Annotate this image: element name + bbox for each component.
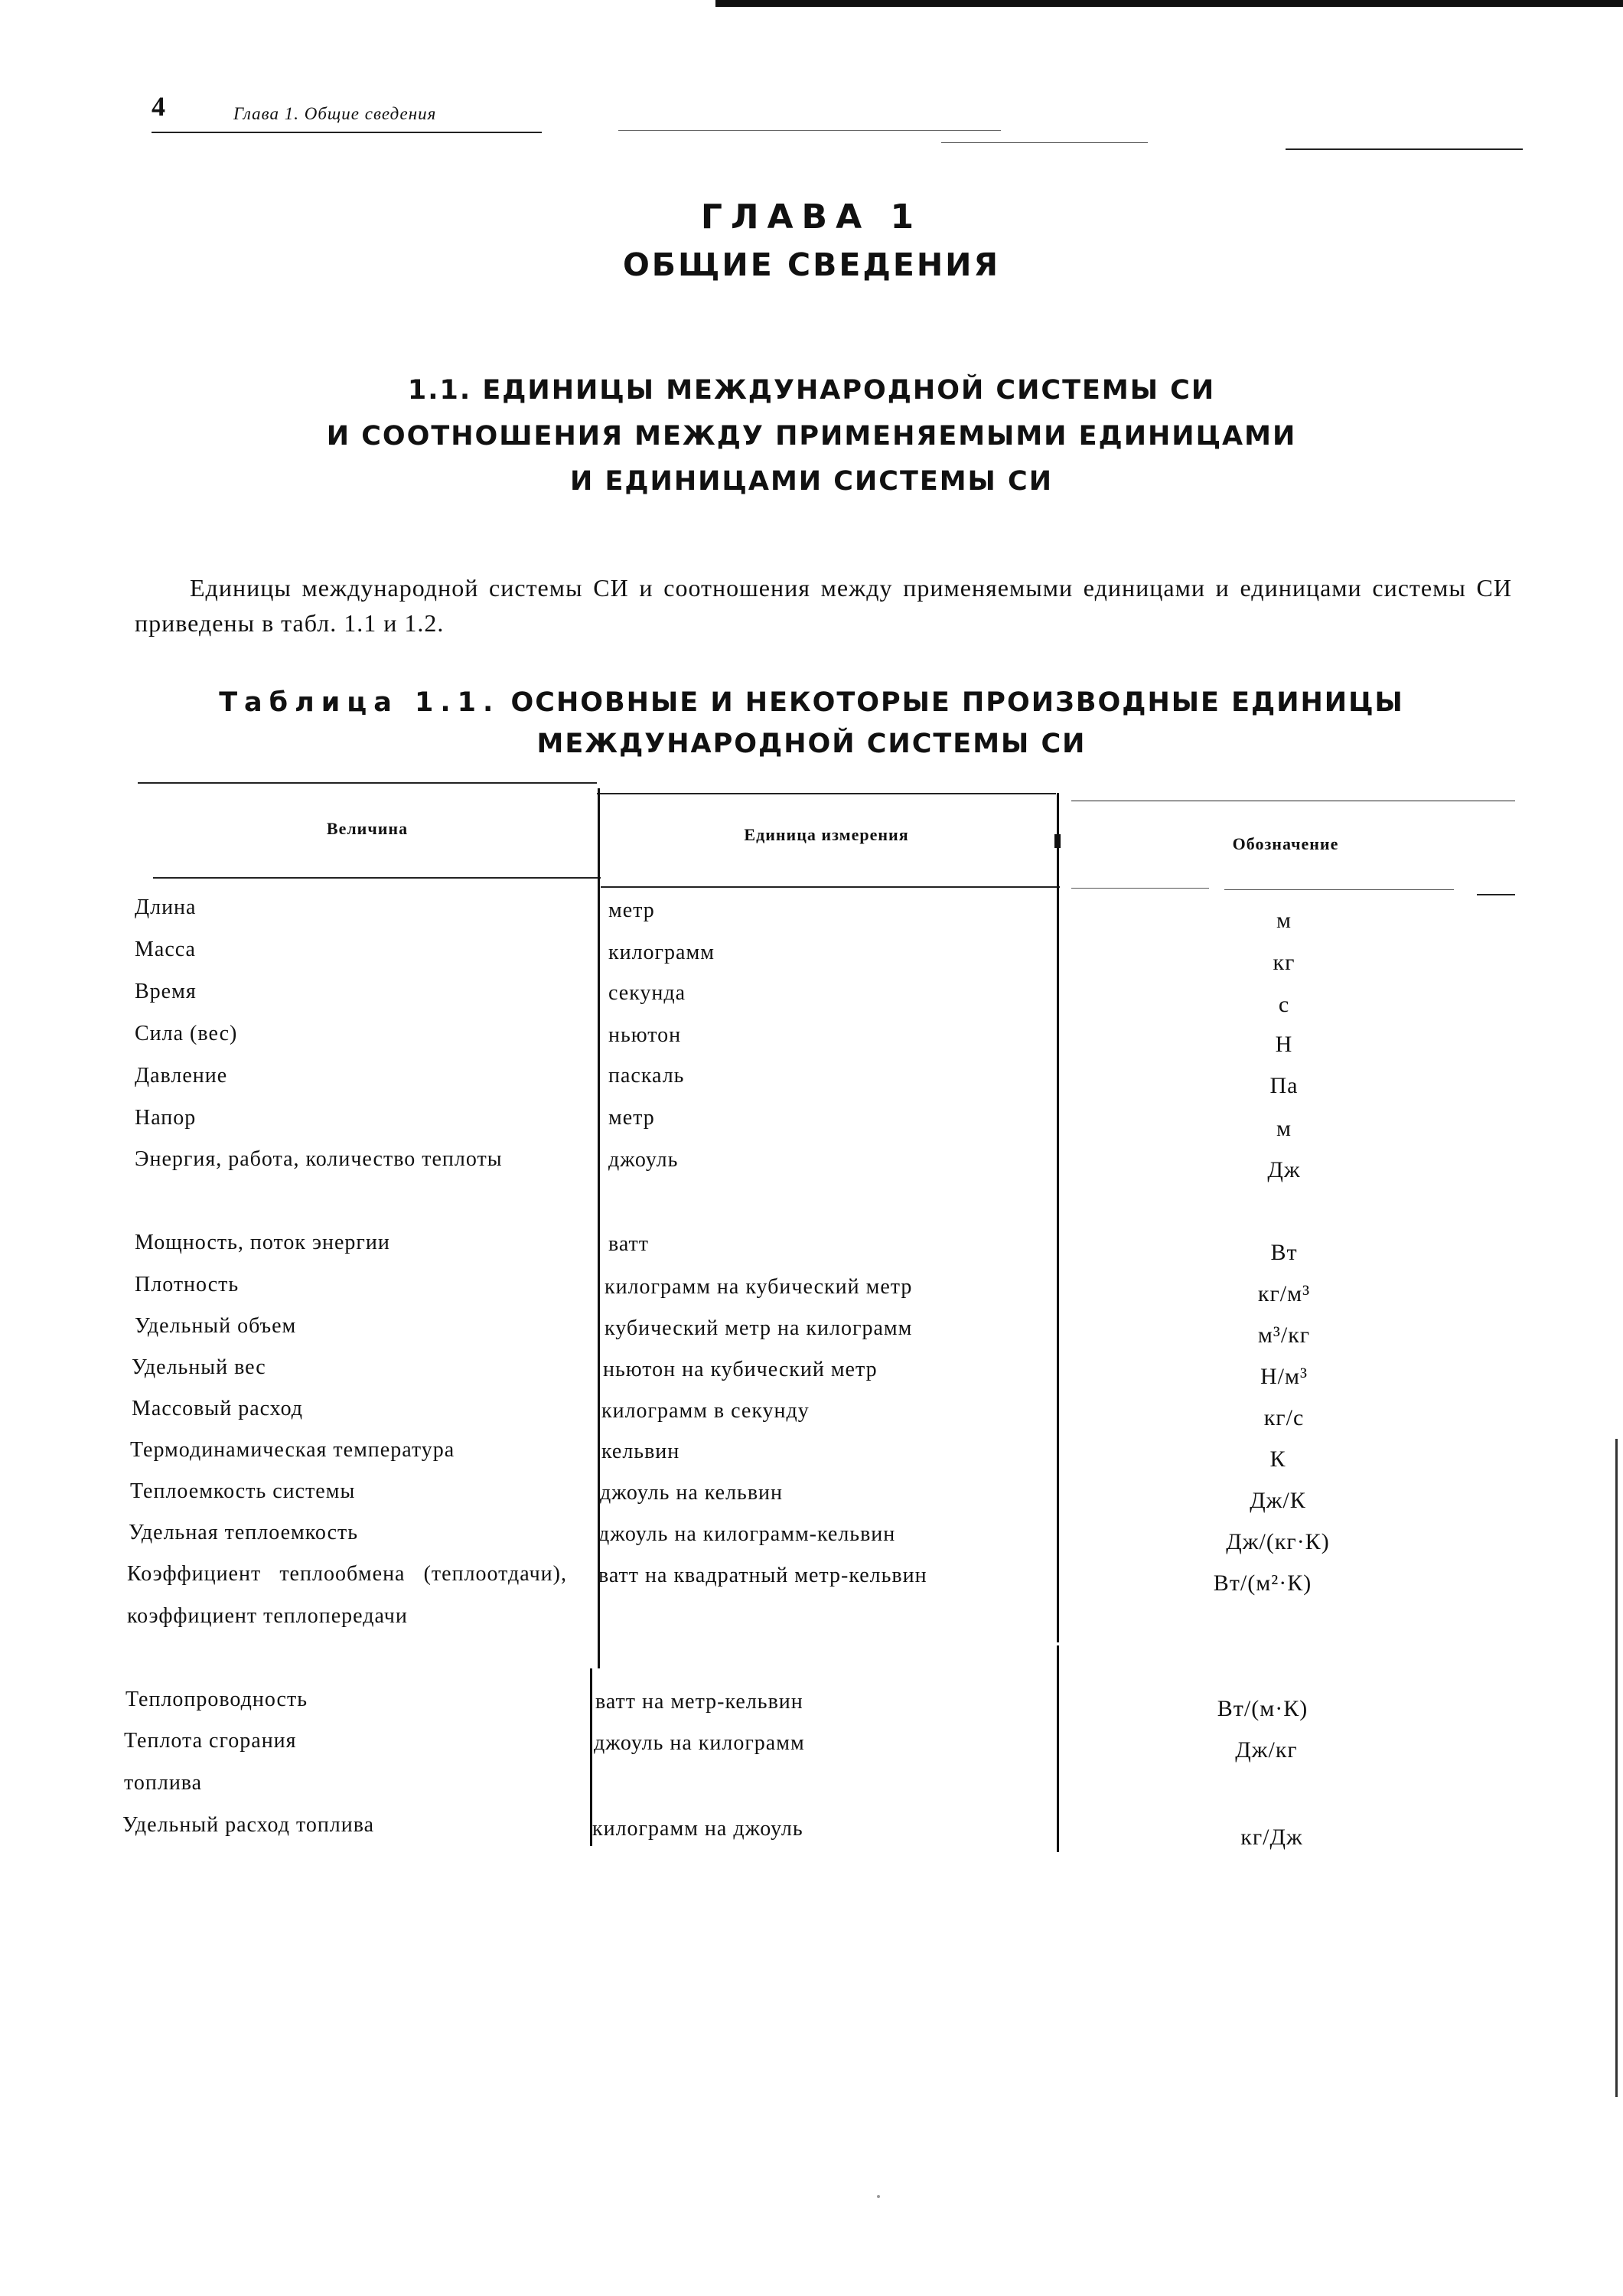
cell-quantity: Удельный расход топлива [122,1813,375,1837]
running-head-rule-right [1286,148,1523,150]
cell-quantity: Плотность [135,1273,240,1296]
cell-unit: килограмм на джоуль [592,1817,803,1841]
cell-symbol: м [1276,1116,1292,1141]
cell-symbol: Вт/(м·К) [1217,1696,1309,1721]
section-heading-line-1: 1.1. ЕДИНИЦЫ МЕЖДУНАРОДНОЙ СИСТЕМЫ СИ [407,375,1216,406]
cell-symbol: Вт [1270,1240,1298,1265]
cell-unit: килограмм в секунду [601,1399,810,1423]
cell-quantity: Энергия, работа, количество теплоты [135,1147,503,1171]
cell-symbol: Дж/кг [1235,1737,1298,1763]
cell-unit: кубический метр на килограмм [605,1316,913,1340]
cell-symbol: Н [1275,1032,1293,1057]
cell-quantity: Теплопроводность [125,1688,308,1711]
section-heading-line-2: И СООТНОШЕНИЯ МЕЖДУ ПРИМЕНЯЕМЫМИ ЕДИНИЦАМИ [326,421,1297,452]
cell-symbol: Вт/(м²·К) [1213,1570,1312,1596]
column-header-unit: Единица измерения [744,825,909,844]
table-header-rule [1477,894,1515,895]
cell-unit: джоуль на килограмм-кельвин [598,1522,896,1546]
table-caption-line-1 [0,687,1623,718]
cell-symbol: кг [1273,950,1295,975]
cell-unit: паскаль [608,1064,685,1088]
cell-quantity: Давление [135,1064,228,1088]
chapter-title: ОБЩИЕ СВЕДЕНИЯ [622,246,1001,283]
table-header-rule [1224,889,1454,890]
cell-quantity: Коэффициент теплообмена (теплоотдачи), коэффициент теплопередачи [127,1562,567,1628]
table-header-rule [1071,888,1209,889]
cell-quantity: Длина [135,895,197,919]
cell-quantity: Напор [135,1106,197,1130]
intro-paragraph: Единицы международной системы СИ и соотношения между применяемыми единицами и единицами системы СИ приведены в табл. 1.1 и 1.2. [135,574,1512,637]
table-header-rule [153,877,601,879]
cell-quantity: Мощность, поток энергии [135,1231,390,1254]
cell-unit: метр [608,899,655,922]
cell-symbol: Дж/(кг·К) [1226,1529,1330,1554]
cell-symbol: Па [1269,1073,1299,1098]
cell-unit: секунда [608,981,686,1005]
cell-symbol: кг/Дж [1240,1825,1303,1850]
cell-quantity: Удельная теплоемкость [129,1521,359,1544]
section-heading-line-3: И ЕДИНИЦАМИ СИСТЕМЫ СИ [569,466,1053,497]
scan-speck [877,2195,880,2198]
cell-quantity: Термодинамическая температура [130,1438,455,1462]
cell-unit: джоуль [608,1148,679,1172]
cell-symbol: с [1278,992,1290,1017]
cell-quantity: Удельный объем [135,1314,297,1338]
cell-quantity: Время [135,980,197,1003]
cell-symbol: Н/м³ [1260,1364,1308,1389]
cell-quantity: Массовый расход [132,1397,304,1420]
cell-quantity: Теплота сгорания топлива [124,1729,297,1795]
cell-symbol: м³/кг [1257,1322,1311,1348]
table-top-rule [597,793,1056,794]
running-head-rule-right [941,142,1148,143]
cell-unit: джоуль на кельвин [600,1481,784,1505]
cell-unit: килограмм на кубический метр [605,1275,913,1299]
cell-unit: килограмм [608,941,715,964]
table-column-rule [1057,1645,1059,1852]
cell-unit: ватт на квадратный метр-кельвин [598,1564,927,1587]
cell-symbol: м [1276,908,1292,933]
cell-symbol: К [1269,1446,1286,1472]
cell-symbol: кг/м³ [1257,1281,1311,1306]
cell-symbol: Дж/К [1250,1488,1306,1513]
cell-quantity: Удельный вес [132,1355,266,1379]
cell-quantity: Сила (вес) [135,1022,238,1045]
running-head-rule [152,132,542,133]
cell-unit: метр [608,1106,655,1130]
scan-right-edge [1615,1439,1618,2097]
table-caption-title: ОСНОВНЫЕ И НЕКОТОРЫЕ ПРОИЗВОДНЫЕ ЕДИНИЦЫ [510,687,1404,718]
running-head-rule-right [618,130,1001,131]
table-header-rule [601,886,1060,888]
scan-top-edge [715,0,1623,7]
cell-unit: ньютон на кубический метр [603,1358,878,1381]
chapter-label: ГЛАВА 1 [700,197,923,236]
cell-symbol: кг/с [1263,1405,1305,1430]
column-header-quantity: Величина [326,819,409,838]
cell-unit: кельвин [601,1440,680,1463]
cell-unit: ньютон [608,1023,682,1047]
table-caption-line-2: МЕЖДУНАРОДНОЙ СИСТЕМЫ СИ [536,729,1087,759]
page-number: 4 [152,91,165,122]
table-rule-mark [1054,834,1061,848]
column-header-symbol: Обозначение [1232,834,1339,853]
cell-quantity: Масса [135,938,196,961]
table-caption-prefix: Таблица 1.1. [219,687,500,718]
cell-unit: джоуль на килограмм [594,1731,805,1755]
cell-symbol: Дж [1267,1157,1301,1182]
cell-quantity: Теплоемкость системы [130,1479,356,1503]
cell-unit: ватт на метр-кельвин [595,1690,803,1714]
table-top-rule [138,782,597,784]
table-column-rule [1057,793,1059,1642]
cell-unit: ватт [608,1232,650,1256]
running-head: Глава 1. Общие сведения [233,104,437,123]
